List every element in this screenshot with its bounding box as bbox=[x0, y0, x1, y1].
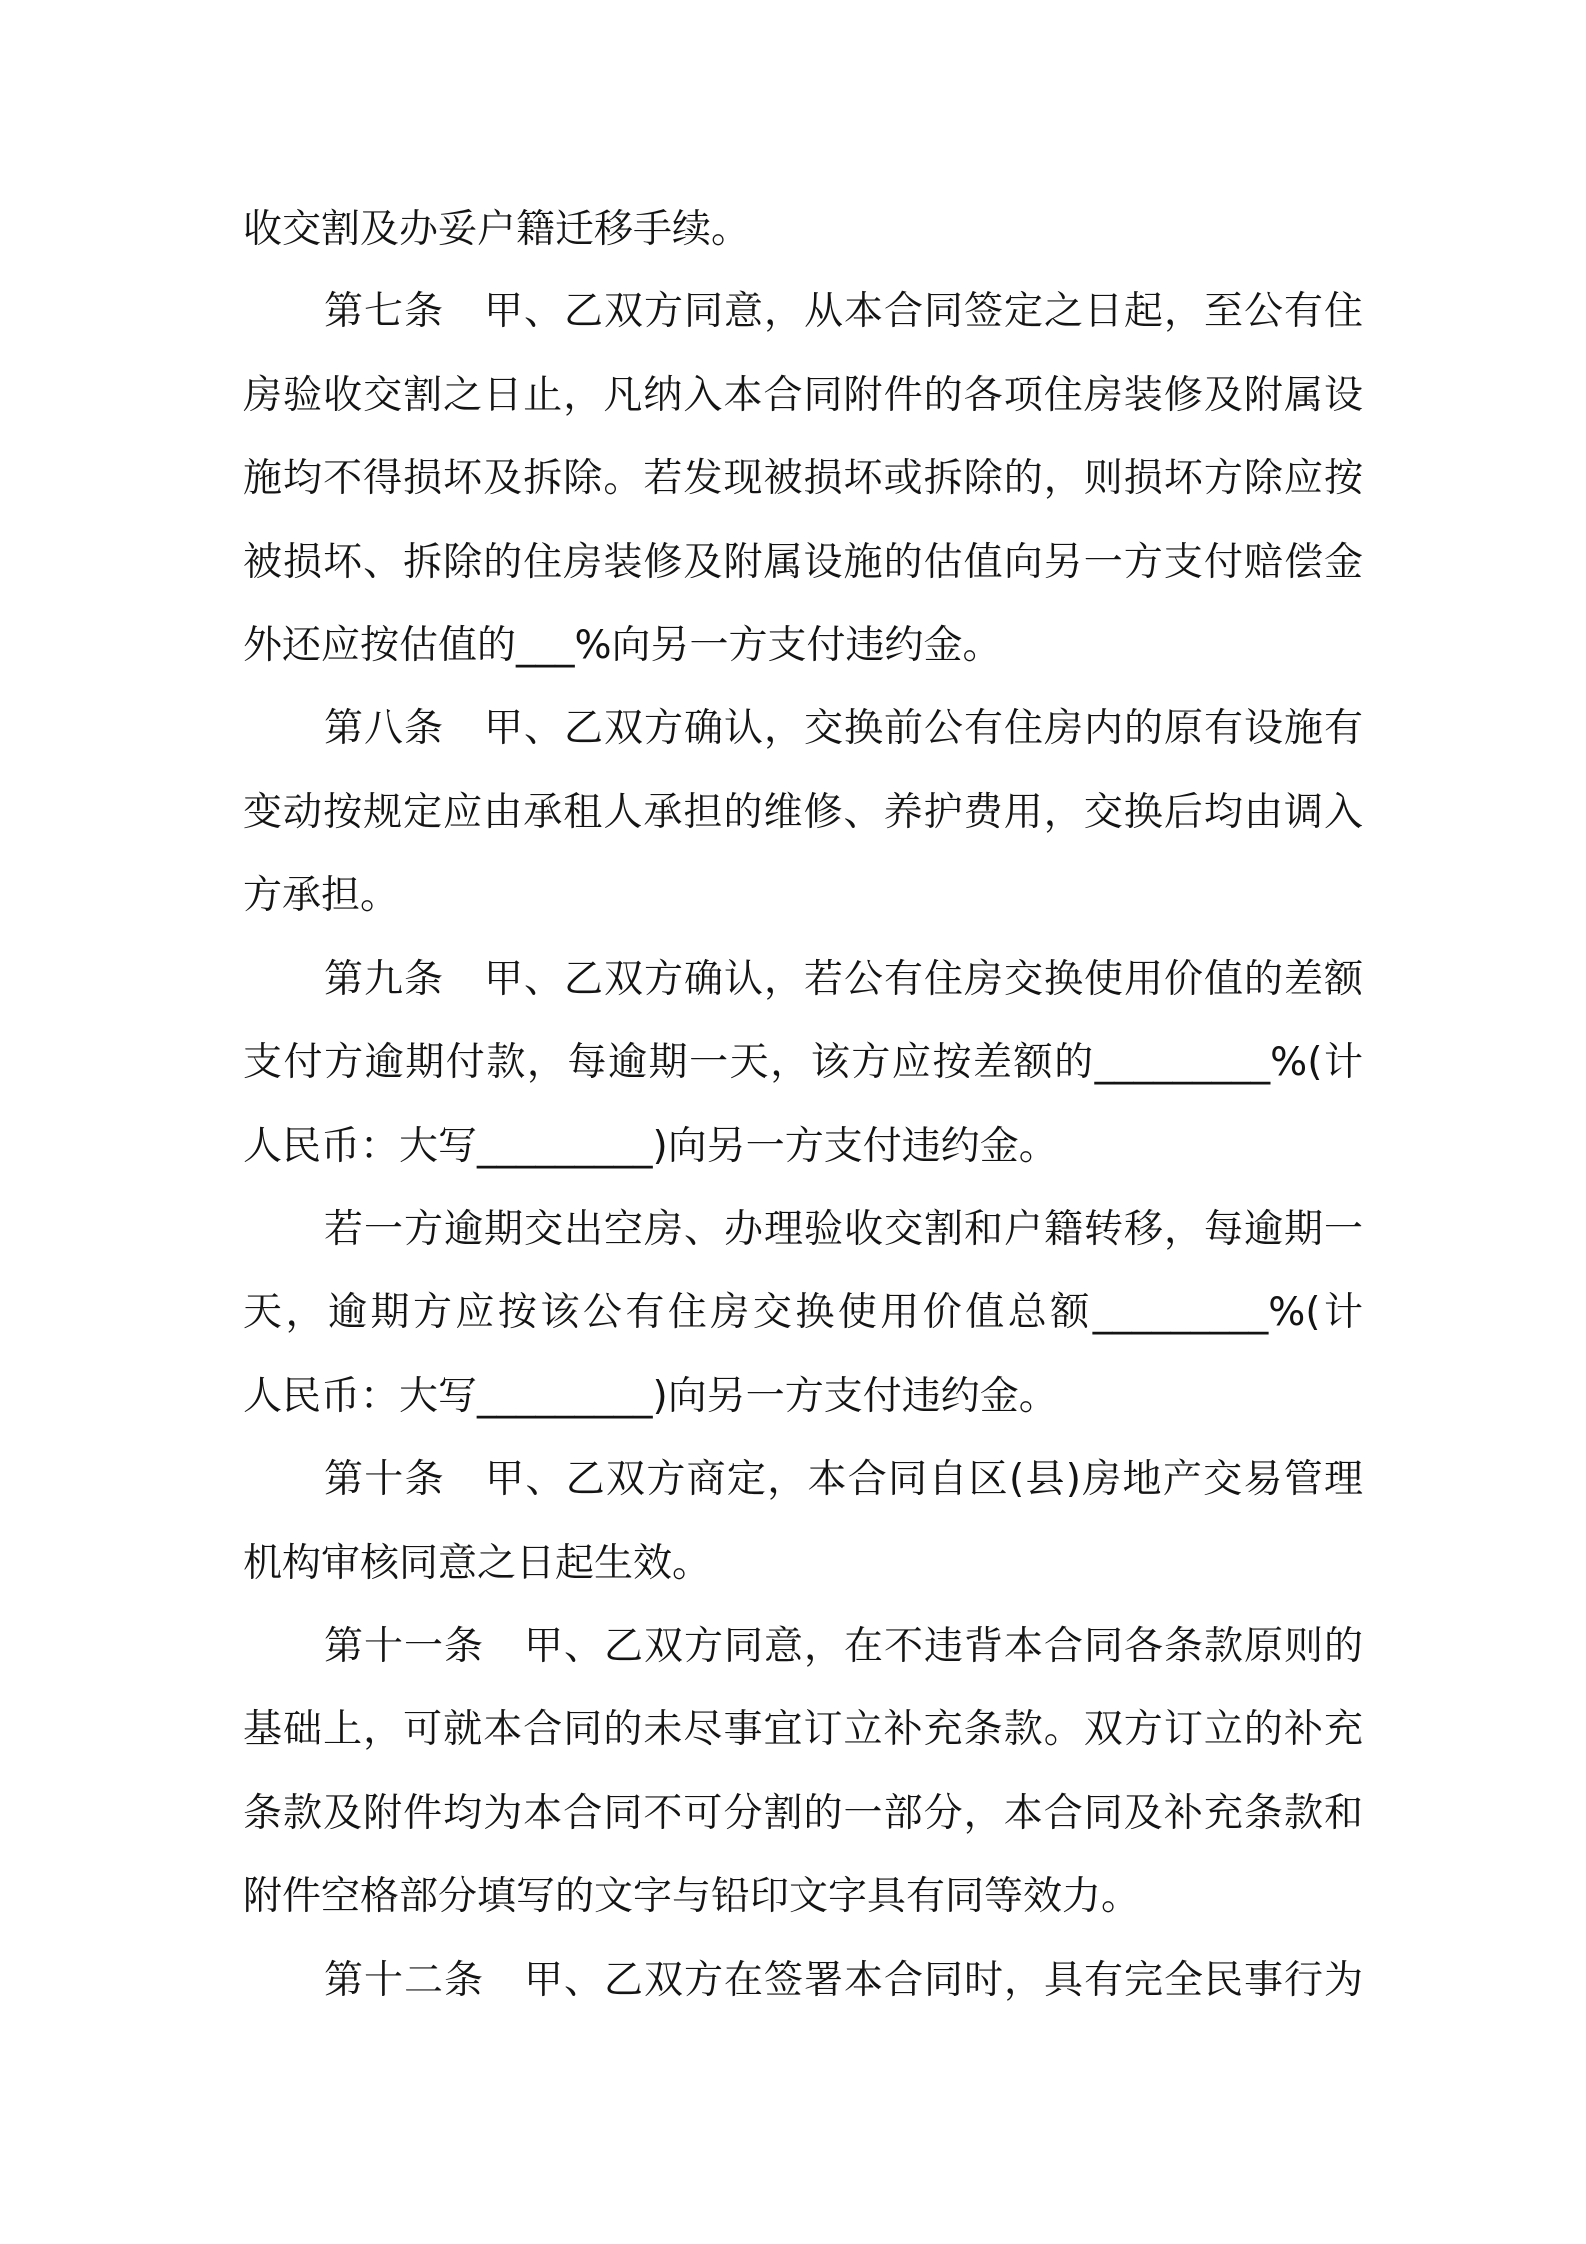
article-10-heading-line: 第十条 甲、乙双方商定，本合同自区(县)房地产交易管理 bbox=[324, 1457, 1363, 1502]
text-line: 施均不得损坏及拆除。若发现被损坏或拆除的，则损坏方除应按 bbox=[243, 456, 1363, 501]
text-line: 支付方逾期付款，每逾期一天，该方应按差额的_________%(计 bbox=[243, 1040, 1363, 1085]
article-7-heading-line: 第七条 甲、乙双方同意，从本合同签定之日起，至公有住 bbox=[324, 289, 1363, 334]
article-11-heading-line: 第十一条 甲、乙双方同意，在不违背本合同各条款原则的 bbox=[324, 1624, 1363, 1669]
text-line: 外还应按估值的___%向另一方支付违约金。 bbox=[243, 623, 1002, 668]
text-line: 基础上，可就本合同的未尽事宜订立补充条款。双方订立的补充 bbox=[243, 1707, 1363, 1752]
article-8-heading-line: 第八条 甲、乙双方确认，交换前公有住房内的原有设施有 bbox=[324, 706, 1363, 751]
text-line: 房验收交割之日止，凡纳入本合同附件的各项住房装修及附属设 bbox=[243, 373, 1363, 418]
text-line: 被损坏、拆除的住房装修及附属设施的估值向另一方支付赔偿金 bbox=[243, 540, 1363, 585]
text-line: 附件空格部分填写的文字与铅印文字具有同等效力。 bbox=[243, 1874, 1141, 1919]
text-line: 方承担。 bbox=[243, 873, 400, 918]
article-12-heading-line: 第十二条 甲、乙双方在签署本合同时，具有完全民事行为 bbox=[324, 1958, 1363, 2003]
article-9-heading-line: 第九条 甲、乙双方确认，若公有住房交换使用价值的差额 bbox=[324, 957, 1363, 1002]
text-line: 变动按规定应由承租人承担的维修、养护费用，交换后均由调入 bbox=[243, 790, 1363, 835]
paragraph-first-line: 若一方逾期交出空房、办理验收交割和户籍转移，每逾期一 bbox=[324, 1207, 1363, 1252]
text-line: 收交割及办妥户籍迁移手续。 bbox=[243, 207, 751, 252]
text-line: 机构审核同意之日起生效。 bbox=[243, 1541, 712, 1586]
text-line: 条款及附件均为本合同不可分割的一部分，本合同及补充条款和 bbox=[243, 1791, 1363, 1836]
text-line: 天，逾期方应按该公有住房交换使用价值总额_________%(计 bbox=[243, 1290, 1363, 1335]
text-line: 人民币：大写_________)向另一方支付违约金。 bbox=[243, 1124, 1058, 1169]
text-line: 人民币：大写_________)向另一方支付违约金。 bbox=[243, 1374, 1058, 1419]
